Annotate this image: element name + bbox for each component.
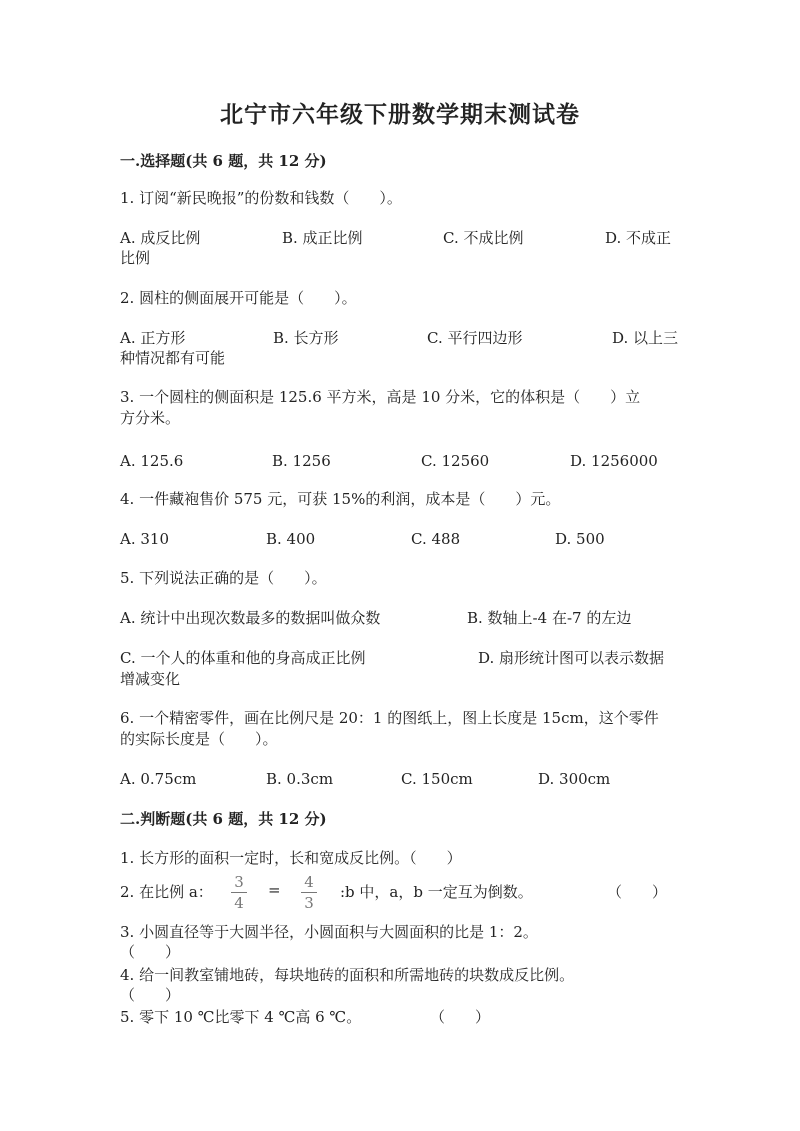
judge-4-paren: （ ） — [120, 986, 181, 1004]
question-6-line-1: 6. 一个精密零件，画在比例尺是 20：1 的图纸上，图上长度是 15cm，这个零件 — [120, 709, 659, 727]
fraction-denominator: 4 — [234, 894, 244, 912]
fraction-4-3 — [299, 873, 319, 912]
question-3-line-2: 方分米。 — [120, 409, 181, 427]
fraction-denominator: 3 — [304, 894, 314, 912]
q5-option-b: B. 数轴上-4 在-7 的左边 — [467, 609, 632, 627]
page-title: 北宁市六年级下册数学期末测试卷 — [220, 101, 580, 128]
section-1-heading: 一.选择题(共 6 题，共 12 分) — [120, 152, 327, 170]
fraction-bar — [231, 892, 247, 893]
judge-2-prefix: 2. 在比例 a： — [120, 883, 213, 901]
q5-option-a: A. 统计中出现次数最多的数据叫做众数 — [120, 609, 381, 627]
question-5: 5. 下列说法正确的是（ ）。 — [120, 569, 327, 587]
fraction-numerator: 4 — [304, 873, 314, 891]
q5-option-d-wrap: 增减变化 — [120, 670, 181, 688]
q5-option-c: C. 一个人的体重和他的身高成正比例 — [120, 649, 366, 667]
judge-2-paren: （ ） — [607, 883, 668, 901]
q6-option-d: D. 300cm — [538, 770, 611, 788]
q2-option-a: A. 正方形 — [120, 329, 186, 347]
q2-option-b: B. 长方形 — [273, 329, 339, 347]
fraction-bar — [301, 892, 317, 893]
q1-option-b: B. 成正比例 — [282, 229, 363, 247]
q3-option-a: A. 125.6 — [120, 452, 184, 470]
q3-option-d: D. 1256000 — [570, 452, 658, 470]
q1-option-d: D. 不成正 — [605, 229, 672, 247]
judge-3: 3. 小圆直径等于大圆半径，小圆面积与大圆面积的比是 1：2。 — [120, 923, 538, 941]
q4-option-a: A. 310 — [120, 530, 169, 548]
question-2: 2. 圆柱的侧面展开可能是（ ）。 — [120, 289, 357, 307]
q4-option-d: D. 500 — [555, 530, 605, 548]
question-1: 1. 订阅“新民晚报”的份数和钱数（ ）。 — [120, 189, 402, 207]
equals-sign: = — [268, 881, 281, 899]
question-4: 4. 一件藏袍售价 575 元，可获 15%的利润，成本是（ ）元。 — [120, 490, 561, 508]
q4-option-c: C. 488 — [411, 530, 461, 548]
q6-option-c: C. 150cm — [401, 770, 473, 788]
q1-option-c: C. 不成比例 — [443, 229, 524, 247]
fraction-3-4 — [229, 873, 249, 912]
q2-option-d: D. 以上三 — [612, 329, 679, 347]
judge-3-paren: （ ） — [120, 943, 181, 961]
q2-option-c: C. 平行四边形 — [427, 329, 523, 347]
judge-5: 5. 零下 10 ℃比零下 4 ℃高 6 ℃。 — [120, 1008, 362, 1026]
judge-2-suffix: :b 中，a，b 一定互为倒数。 — [340, 883, 533, 901]
q1-option-d-wrap: 比例 — [120, 249, 151, 267]
question-3-line-1: 3. 一个圆柱的侧面积是 125.6 平方米，高是 10 分米，它的体积是（ ）立 — [120, 388, 641, 406]
judge-5-paren: （ ） — [430, 1008, 491, 1026]
q1-option-a: A. 成反比例 — [120, 229, 201, 247]
judge-4: 4. 给一间教室铺地砖，每块地砖的面积和所需地砖的块数成反比例。 — [120, 966, 575, 984]
question-6-line-2: 的实际长度是（ ）。 — [120, 730, 278, 748]
section-2-heading: 二.判断题(共 6 题，共 12 分) — [120, 810, 327, 828]
q3-option-b: B. 1256 — [272, 452, 331, 470]
fraction-numerator: 3 — [234, 873, 244, 891]
judge-1: 1. 长方形的面积一定时，长和宽成反比例。（ ） — [120, 849, 462, 867]
q6-option-a: A. 0.75cm — [120, 770, 197, 788]
q2-option-d-wrap: 种情况都有可能 — [120, 349, 226, 367]
q6-option-b: B. 0.3cm — [266, 770, 334, 788]
q3-option-c: C. 12560 — [421, 452, 490, 470]
q5-option-d: D. 扇形统计图可以表示数据 — [478, 649, 665, 667]
q4-option-b: B. 400 — [266, 530, 316, 548]
